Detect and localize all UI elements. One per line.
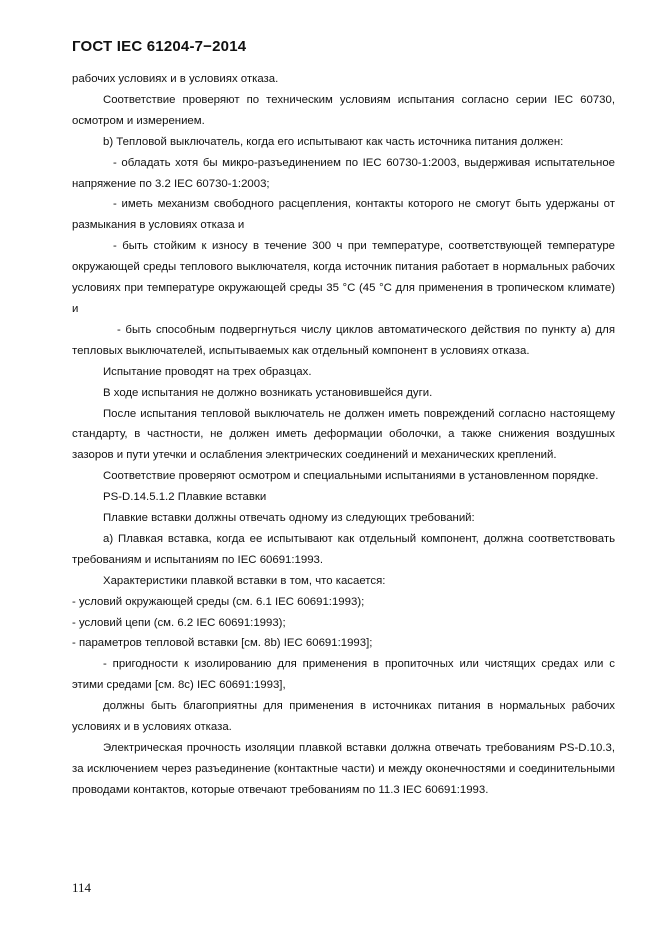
document-header: ГОСТ IEC 61204-7−2014 <box>72 38 247 55</box>
paragraph: Испытание проводят на трех образцах. <box>103 365 312 378</box>
paragraph: Соответствие проверяют по техническим условиям испытания согласно серии IEC 60730, осмотром и измерением. <box>72 93 615 127</box>
list-item: - иметь механизм свободного расцепления, контакты которого не смогут быть удержаны от размыкания в условиях отказа и <box>72 198 615 232</box>
paragraph: Соответствие проверяют осмотром и специальными испытаниями в установленном порядке. <box>103 470 599 483</box>
list-item: - быть стойким к износу в течение 300 ч при температуре, соответствующей температуре окружающей среды теплового выключателя, когда источник питания работает в нормальных рабочих условиях при температуре окружающей среды 35 °С (45 °С для применения в тропическом климате) и <box>72 240 615 315</box>
paragraph: b) Тепловой выключатель, когда его испытывают как часть источника питания должен: <box>103 135 564 148</box>
list-item: - условий цепи (см. 6.2 IEC 60691:1993); <box>72 616 286 629</box>
paragraph: Электрическая прочность изоляции плавкой вставки должна отвечать требованиям PS-D.10.3, за исключением через разъединение (контактные части) и между оконечностями и соединительными проводами контактов, которые отвечают требованиям по 11.3 IEC 60691:1993. <box>72 742 615 796</box>
paragraph: должны быть благоприятны для применения в источниках питания в нормальных рабочих условиях и в условиях отказа. <box>72 700 615 734</box>
paragraph: В ходе испытания не должно возникать установившейся дуги. <box>103 386 433 399</box>
paragraph: рабочих условиях и в условиях отказа. <box>72 73 279 85</box>
list-item: - параметров тепловой вставки [см. 8b) IEC 60691:1993]; <box>72 637 373 650</box>
paragraph: а) Плавкая вставка, когда ее испытывают как отдельный компонент, должна соответствовать требованиям и испытаниям по IEC 60691:1993. <box>72 532 615 566</box>
list-item: - быть способным подвергнуться числу циклов автоматического действия по пункту а) для тепловых выключателей, испытываемых как отдельный компонент в условиях отказа. <box>72 323 615 357</box>
paragraph: После испытания тепловой выключатель не должен иметь повреждений согласно настоящему стандарту, в частности, не должен иметь деформации оболочки, а также снижения воздушных зазоров и пути утечки и ослабления электрических соединений и механических креплений. <box>72 407 615 462</box>
page-number: 114 <box>72 880 92 895</box>
list-item: - пригодности к изолированию для применения в пропиточных или чистящих средах или с этими средами [см. 8с) IEC 60691:1993], <box>72 658 615 692</box>
paragraph: Характеристики плавкой вставки в том, что касается: <box>103 574 386 587</box>
document-body <box>72 69 615 801</box>
list-item: - обладать хотя бы микро-разъединением по IEC 60730-1:2003, выдерживая испытательное напряжение по 3.2 IEC 60730-1:2003; <box>72 156 615 190</box>
list-item: - условий окружающей среды (см. 6.1 IEC 60691:1993); <box>72 595 365 608</box>
paragraph: Плавкие вставки должны отвечать одному из следующих требований: <box>103 512 475 525</box>
section-heading: PS-D.14.5.1.2 Плавкие вставки <box>103 491 267 504</box>
